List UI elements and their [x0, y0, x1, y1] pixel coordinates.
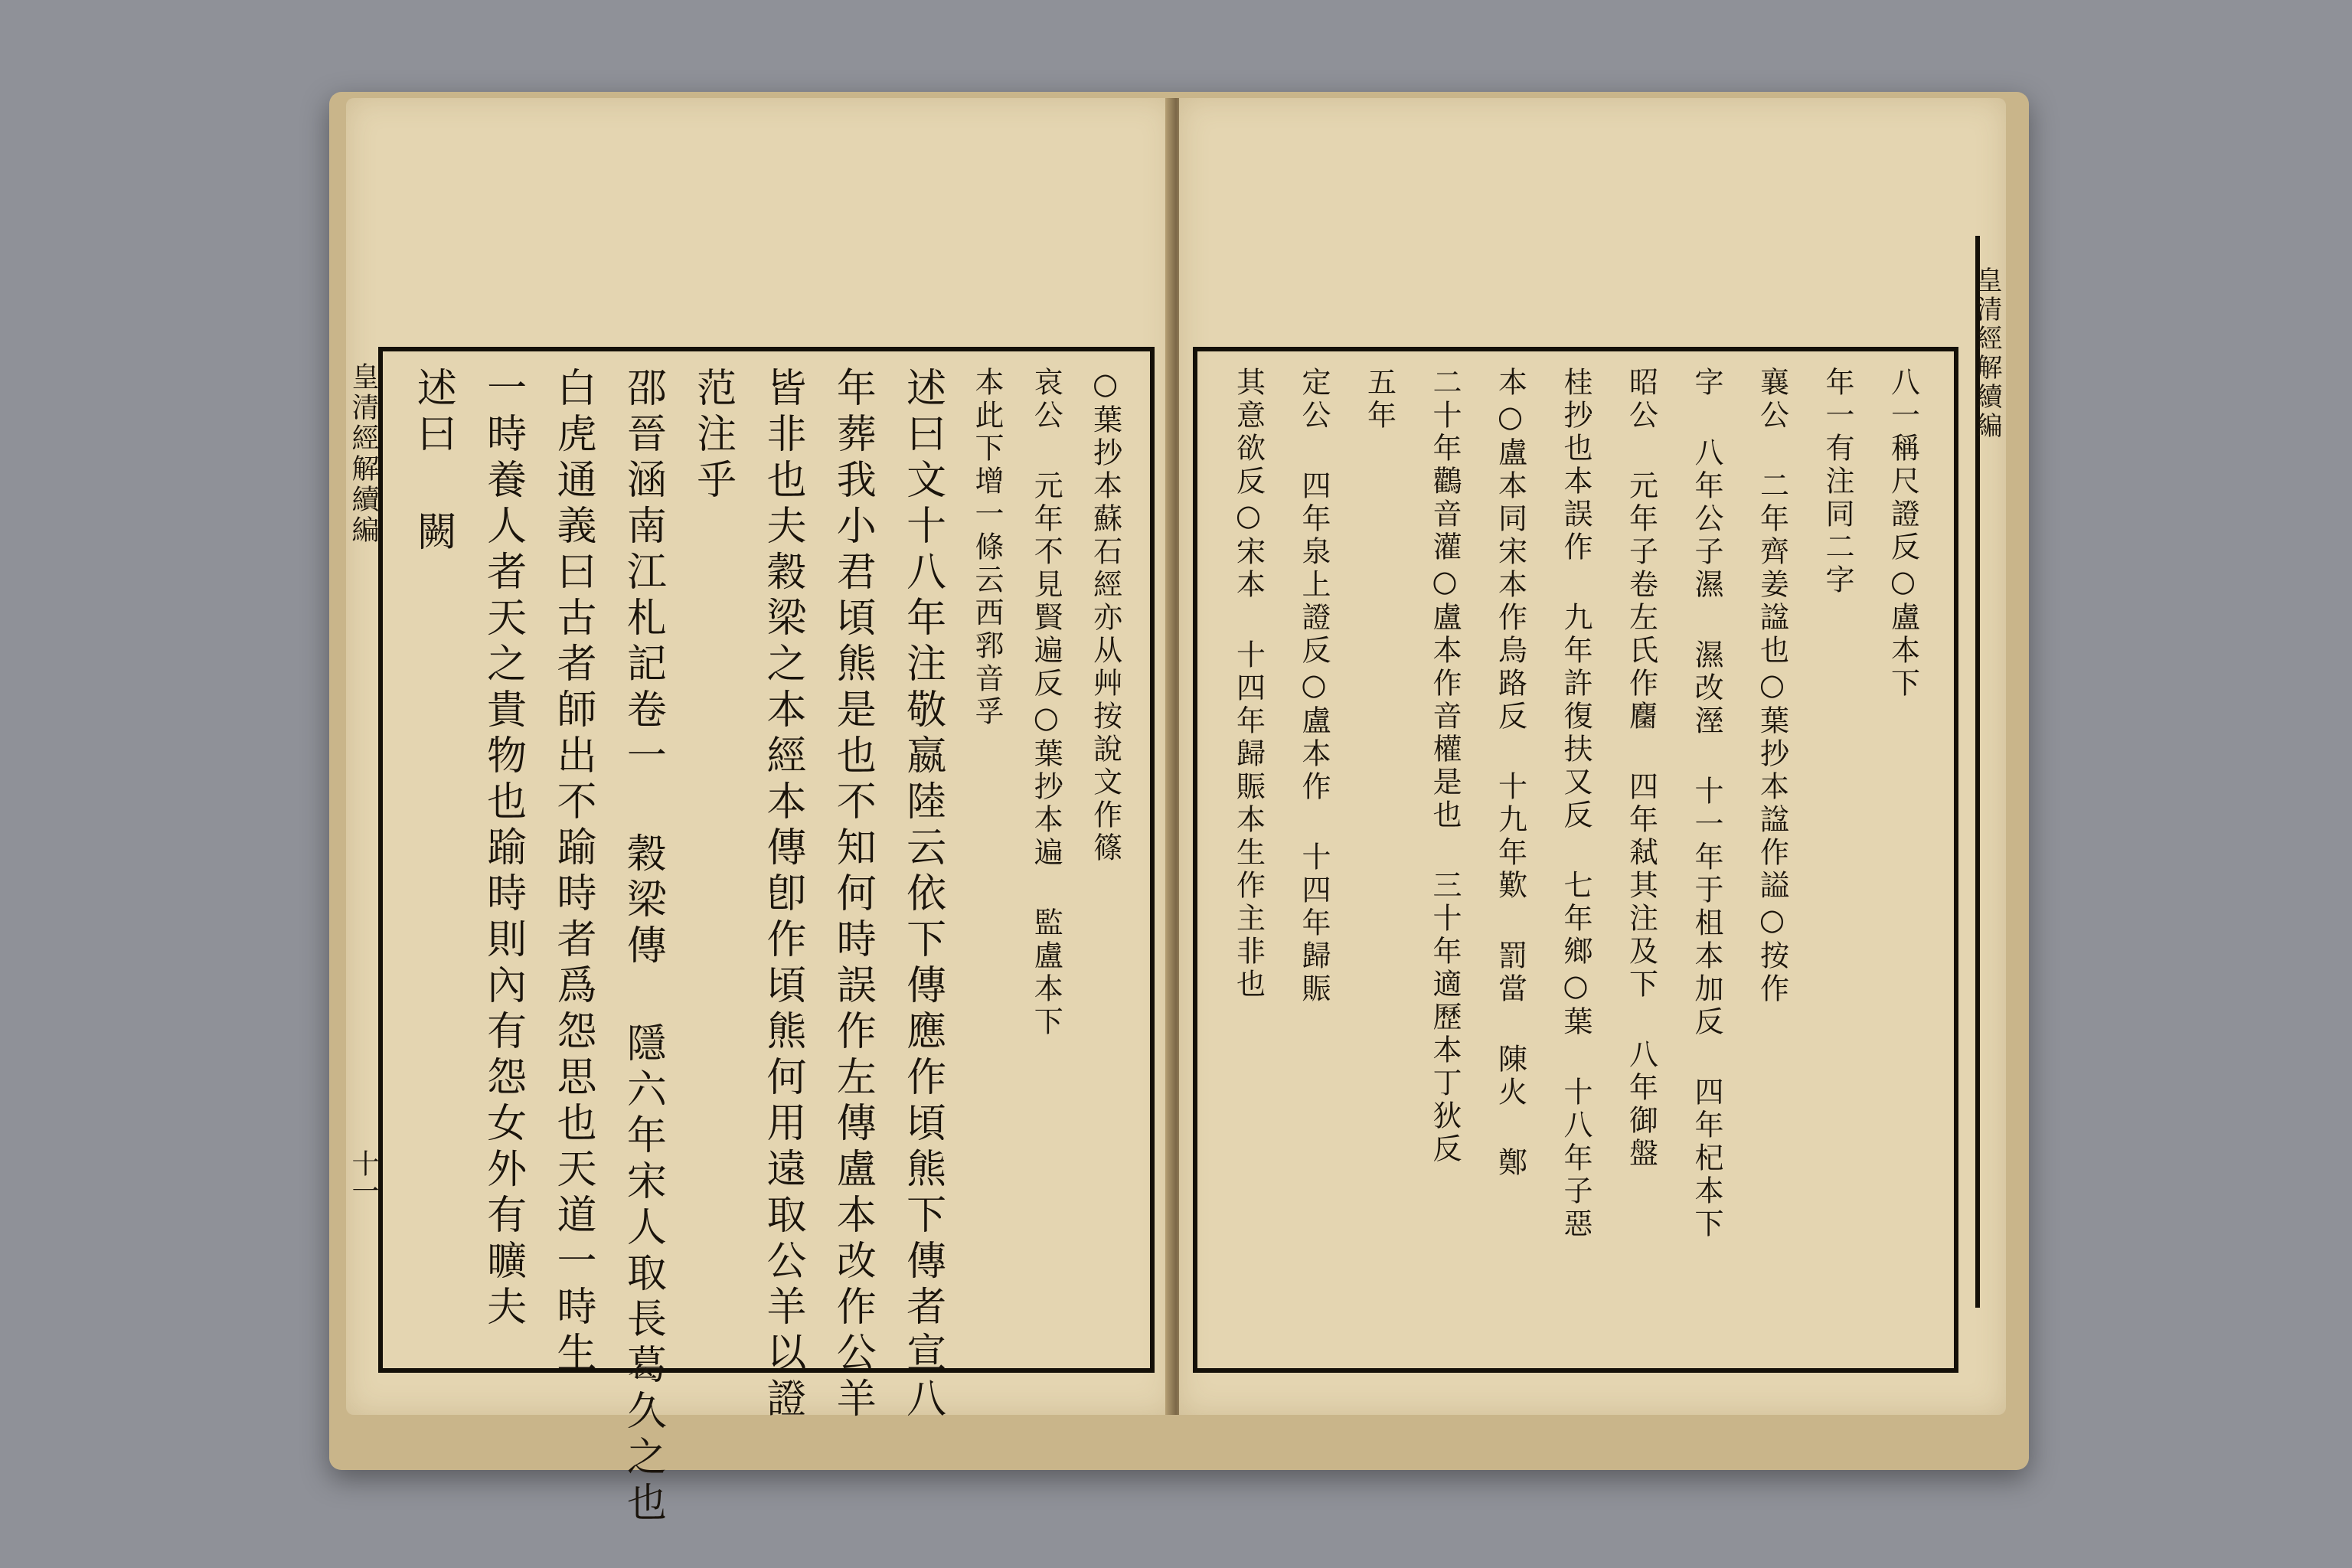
text-frame-left [383, 347, 1155, 1527]
text-column: 八一稱尺證反○盧本下 [1886, 367, 1920, 701]
text-column: 皆非也夫穀梁之本經本傳卽作頃熊何用遠取公羊以證 [759, 367, 805, 1423]
text-column: 述曰 闕 [410, 367, 456, 557]
text-column: 字 八年公子濕 濕改溼 十一年于柤本加反 四年杞本下 [1690, 367, 1723, 1241]
text-column: 本此下增一條云西郛音孚 [969, 367, 1004, 729]
text-column: 其意欲反○宋本 十四年歸賑本生作主非也 [1231, 367, 1266, 1001]
text-column: 邵晉涵南江札記卷一 穀梁傳 隱六年宋人取長葛久之也 [619, 367, 666, 1527]
text-column: 定公 四年泉上證反○盧本作 十四年歸賑 [1297, 367, 1331, 1006]
text-column: 二十年鸛音灌○盧本作音權是也 三十年適歷本丁狄反 [1428, 367, 1462, 1166]
text-column: 年一有注同二字 [1821, 367, 1854, 597]
text-column: 范注乎 [689, 367, 736, 505]
left-page [346, 98, 1173, 1527]
center-column-strip [346, 347, 383, 1373]
text-column: ○葉抄本蘇石經亦从艸按說文作篠 [1088, 367, 1122, 865]
text-column: 述曰文十八年注敬嬴陸云依下傳應作頃熊下傳者宣八 [899, 367, 946, 1423]
text-column: 襄公 二年齊姜諡也○葉抄本諡作謚○按作 [1755, 367, 1789, 1006]
text-frame-right [1193, 347, 1958, 1373]
text-column: 桂抄也本誤作 九年許復扶又反 七年鄉○葉 十八年子惡 [1559, 367, 1592, 1241]
text-column: 年葬我小君頃熊是也不知何時誤作左傳盧本改作公羊 [829, 367, 876, 1423]
margin-title: 皇清經解續編 [1975, 236, 2006, 1308]
text-column: 哀公 元年不見賢遍反○葉抄本遍 監盧本下 [1029, 367, 1063, 1039]
text-column: 本○盧本同宋本作烏路反 十九年歎 罰當 陳火 鄭 [1493, 367, 1527, 1180]
page-number: 十一 [348, 1149, 379, 1204]
banxin-title: 皇清經解續編 [348, 362, 379, 546]
text-column: 一時養人者天之貴物也踰時則內有怨女外有曠夫 [479, 367, 526, 1331]
right-page [1179, 98, 2006, 1415]
text-column: 白虎通義曰古者師出不踰時者爲怨思也天道一時生 [549, 367, 596, 1377]
text-column: 昭公 元年子卷左氏作麕 四年弒其注及下 八年御盤 [1624, 367, 1658, 1171]
text-column: 五年 [1362, 367, 1396, 433]
